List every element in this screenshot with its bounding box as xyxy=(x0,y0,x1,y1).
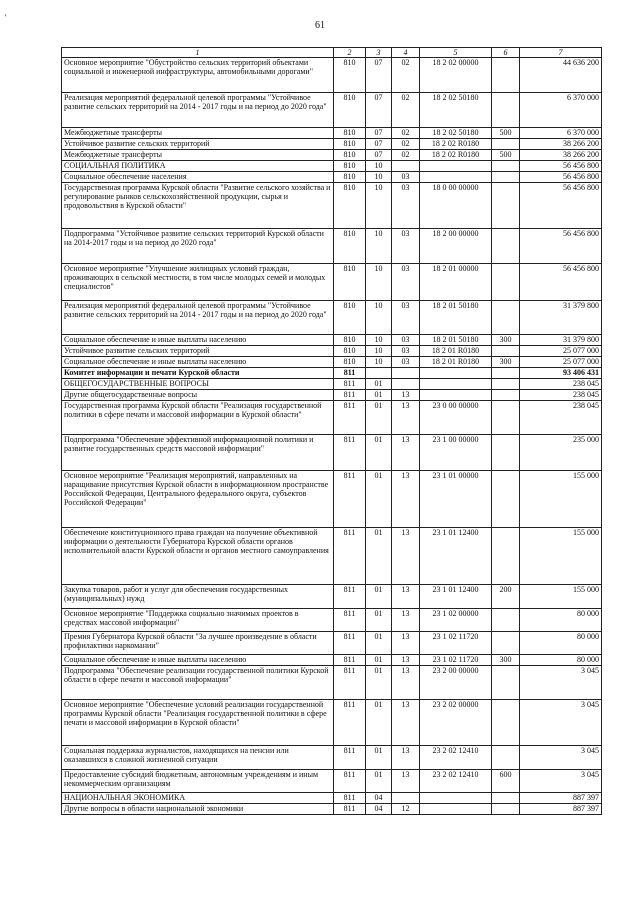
row-admin-code-cell: 811 xyxy=(334,528,366,585)
budget-table xyxy=(61,47,602,815)
row-amount-cell: 238 045 xyxy=(520,379,602,390)
row-section-cell: 07 xyxy=(366,150,392,161)
row-section-cell: 07 xyxy=(366,58,392,93)
row-subsection-cell: 12 xyxy=(392,804,420,815)
row-section-cell: 01 xyxy=(366,632,392,655)
row-target-article-cell: 23 1 00 00000 xyxy=(420,435,492,471)
row-target-article-cell xyxy=(420,368,492,379)
row-subsection-cell: 03 xyxy=(392,301,420,335)
row-target-article-cell xyxy=(420,172,492,183)
row-admin-code-cell: 811 xyxy=(334,379,366,390)
row-amount-cell: 3 045 xyxy=(520,770,602,793)
row-amount-cell: 155 000 xyxy=(520,528,602,585)
table-row xyxy=(62,368,602,379)
header-cell: 4 xyxy=(392,48,420,58)
row-name-cell: Социальная поддержка журналистов, находящихся на пенсии или оказавшихся в сложной жизненной ситуации xyxy=(62,746,334,770)
row-subsection-cell: 03 xyxy=(392,346,420,357)
row-admin-code-cell: 810 xyxy=(334,335,366,346)
row-section-cell: 10 xyxy=(366,172,392,183)
row-expense-type-cell xyxy=(492,58,520,93)
table-row xyxy=(62,390,602,401)
row-section-cell: 07 xyxy=(366,93,392,128)
row-expense-type-cell xyxy=(492,632,520,655)
row-admin-code-cell: 810 xyxy=(334,172,366,183)
row-name-cell: Государственная программа Курской области "Реализация государственной политики в сфере печати и массовой информации в Курской области" xyxy=(62,401,334,435)
row-section-cell: 10 xyxy=(366,183,392,229)
row-name-cell: Государственная программа Курской области "Развитие сельского хозяйства и регулирование рынков сельскохозяйственной продукции, сырья и продовольствия в Курской области" xyxy=(62,183,334,229)
row-expense-type-cell xyxy=(492,609,520,632)
row-admin-code-cell: 811 xyxy=(334,471,366,528)
row-admin-code-cell: 810 xyxy=(334,58,366,93)
row-name-cell: Основное мероприятие "Реализация мероприятий, направленных на наращивание присутствия Курской области в информационном пространстве Российской Федерации, Центрального федерального округа, субъектов Российской Федерации" xyxy=(62,471,334,528)
row-amount-cell: 25 077 000 xyxy=(520,346,602,357)
table-row xyxy=(62,172,602,183)
row-amount-cell: 56 456 800 xyxy=(520,172,602,183)
row-amount-cell: 56 456 800 xyxy=(520,264,602,301)
row-name-cell: Межбюджетные трансферты xyxy=(62,128,334,139)
row-amount-cell: 3 045 xyxy=(520,700,602,746)
row-name-cell: Межбюджетные трансферты xyxy=(62,150,334,161)
row-target-article-cell: 23 2 02 12410 xyxy=(420,770,492,793)
row-expense-type-cell xyxy=(492,139,520,150)
row-admin-code-cell: 810 xyxy=(334,139,366,150)
row-admin-code-cell: 810 xyxy=(334,161,366,172)
row-amount-cell: 38 266 200 xyxy=(520,139,602,150)
row-name-cell: Реализация мероприятий федеральной целевой программы "Устойчивое развитие сельских территорий на 2014 - 2017 годы и на период до 2020 года" xyxy=(62,301,334,335)
row-admin-code-cell: 811 xyxy=(334,390,366,401)
table-row xyxy=(62,793,602,804)
row-expense-type-cell xyxy=(492,183,520,229)
row-section-cell: 01 xyxy=(366,666,392,700)
row-section-cell: 01 xyxy=(366,435,392,471)
row-name-cell: Подпрограмма "Обеспечение эффективной информационной политики и развитие государственных средств массовой информации" xyxy=(62,435,334,471)
header-cell: 6 xyxy=(492,48,520,58)
row-admin-code-cell: 810 xyxy=(334,301,366,335)
row-target-article-cell: 23 0 00 00000 xyxy=(420,401,492,435)
row-subsection-cell xyxy=(392,379,420,390)
table-row xyxy=(62,666,602,700)
row-target-article-cell xyxy=(420,390,492,401)
row-target-article-cell: 18 2 02 R0180 xyxy=(420,139,492,150)
row-expense-type-cell: 300 xyxy=(492,335,520,346)
row-subsection-cell: 13 xyxy=(392,609,420,632)
table-row xyxy=(62,357,602,368)
row-name-cell: СОЦИАЛЬНАЯ ПОЛИТИКА xyxy=(62,161,334,172)
table-row xyxy=(62,346,602,357)
row-admin-code-cell: 811 xyxy=(334,368,366,379)
row-expense-type-cell xyxy=(492,528,520,585)
table-row xyxy=(62,585,602,609)
row-amount-cell: 238 045 xyxy=(520,401,602,435)
row-section-cell xyxy=(366,368,392,379)
table-row xyxy=(62,804,602,815)
row-expense-type-cell: 300 xyxy=(492,357,520,368)
row-name-cell: ОБЩЕГОСУДАРСТВЕННЫЕ ВОПРОСЫ xyxy=(62,379,334,390)
row-admin-code-cell: 811 xyxy=(334,700,366,746)
row-section-cell: 10 xyxy=(366,335,392,346)
row-name-cell: Закупка товаров, работ и услуг для обеспечения государственных (муниципальных) нужд xyxy=(62,585,334,609)
row-subsection-cell: 13 xyxy=(392,585,420,609)
row-section-cell: 01 xyxy=(366,528,392,585)
row-subsection-cell: 13 xyxy=(392,666,420,700)
row-subsection-cell: 13 xyxy=(392,770,420,793)
table-row xyxy=(62,379,602,390)
row-target-article-cell: 18 2 01 00000 xyxy=(420,264,492,301)
row-subsection-cell: 02 xyxy=(392,93,420,128)
row-expense-type-cell xyxy=(492,700,520,746)
row-target-article-cell: 18 2 02 50180 xyxy=(420,128,492,139)
row-subsection-cell: 02 xyxy=(392,128,420,139)
row-target-article-cell: 18 2 02 00000 xyxy=(420,58,492,93)
row-expense-type-cell xyxy=(492,401,520,435)
row-expense-type-cell xyxy=(492,172,520,183)
row-section-cell: 10 xyxy=(366,161,392,172)
row-admin-code-cell: 811 xyxy=(334,632,366,655)
table-row xyxy=(62,335,602,346)
row-amount-cell: 56 456 800 xyxy=(520,161,602,172)
row-expense-type-cell xyxy=(492,229,520,264)
table-row xyxy=(62,770,602,793)
row-target-article-cell: 18 2 00 00000 xyxy=(420,229,492,264)
row-admin-code-cell: 810 xyxy=(334,229,366,264)
row-subsection-cell: 13 xyxy=(392,528,420,585)
row-target-article-cell: 23 1 01 12400 xyxy=(420,585,492,609)
row-expense-type-cell: 600 xyxy=(492,770,520,793)
row-name-cell: Другие общегосударственные вопросы xyxy=(62,390,334,401)
row-subsection-cell: 03 xyxy=(392,335,420,346)
row-subsection-cell: 13 xyxy=(392,746,420,770)
row-section-cell: 07 xyxy=(366,128,392,139)
header-cell: 1 xyxy=(62,48,334,58)
row-name-cell: Устойчивое развитие сельских территорий xyxy=(62,139,334,150)
row-section-cell: 10 xyxy=(366,229,392,264)
row-target-article-cell: 18 2 02 50180 xyxy=(420,93,492,128)
row-admin-code-cell: 810 xyxy=(334,150,366,161)
row-name-cell: НАЦИОНАЛЬНАЯ ЭКОНОМИКА xyxy=(62,793,334,804)
table-row xyxy=(62,632,602,655)
row-admin-code-cell: 811 xyxy=(334,401,366,435)
row-subsection-cell: 03 xyxy=(392,264,420,301)
row-amount-cell: 887 397 xyxy=(520,793,602,804)
row-target-article-cell: 23 1 01 00000 xyxy=(420,471,492,528)
row-amount-cell: 80 000 xyxy=(520,609,602,632)
table-row xyxy=(62,471,602,528)
row-admin-code-cell: 811 xyxy=(334,793,366,804)
row-target-article-cell: 23 1 02 00000 xyxy=(420,609,492,632)
row-admin-code-cell: 810 xyxy=(334,183,366,229)
row-section-cell: 01 xyxy=(366,700,392,746)
row-section-cell: 01 xyxy=(366,379,392,390)
row-name-cell: Основное мероприятие "Улучшение жилищных условий граждан, проживающих в сельской местности, в том числе молодых семей и молодых специалистов" xyxy=(62,264,334,301)
header-cell: 5 xyxy=(420,48,492,58)
row-section-cell: 10 xyxy=(366,357,392,368)
row-section-cell: 01 xyxy=(366,746,392,770)
row-amount-cell: 31 379 800 xyxy=(520,301,602,335)
row-subsection-cell: 13 xyxy=(392,700,420,746)
table-row xyxy=(62,655,602,666)
row-section-cell: 01 xyxy=(366,401,392,435)
row-name-cell: Социальное обеспечение и иные выплаты населению xyxy=(62,357,334,368)
row-amount-cell: 887 397 xyxy=(520,804,602,815)
row-name-cell: Основное мероприятие "Обустройство сельских территорий объектами социальной и инженерной инфраструктуры, автомобильными дорогами" xyxy=(62,58,334,93)
row-admin-code-cell: 810 xyxy=(334,128,366,139)
row-target-article-cell: 18 2 01 50180 xyxy=(420,301,492,335)
header-cell: 3 xyxy=(366,48,392,58)
row-amount-cell: 56 456 800 xyxy=(520,229,602,264)
row-amount-cell: 6 370 000 xyxy=(520,128,602,139)
row-name-cell: Комитет информации и печати Курской области xyxy=(62,368,334,379)
table-row xyxy=(62,264,602,301)
row-subsection-cell: 03 xyxy=(392,172,420,183)
row-admin-code-cell: 811 xyxy=(334,435,366,471)
row-expense-type-cell xyxy=(492,390,520,401)
row-name-cell: Премия Губернатора Курской области "За лучшее произведение в области профилактики наркомании" xyxy=(62,632,334,655)
row-name-cell: Устойчивое развитие сельских территорий xyxy=(62,346,334,357)
row-section-cell: 01 xyxy=(366,655,392,666)
row-expense-type-cell: 200 xyxy=(492,585,520,609)
row-name-cell: Реализация мероприятий федеральной целевой программы "Устойчивое развитие сельских территорий на 2014 - 2017 годы и на период до 2020 года" xyxy=(62,93,334,128)
row-subsection-cell: 02 xyxy=(392,58,420,93)
row-admin-code-cell: 810 xyxy=(334,346,366,357)
table-row xyxy=(62,58,602,93)
row-expense-type-cell: 300 xyxy=(492,655,520,666)
row-target-article-cell: 23 1 02 11720 xyxy=(420,632,492,655)
row-amount-cell: 235 000 xyxy=(520,435,602,471)
table-row xyxy=(62,229,602,264)
row-subsection-cell xyxy=(392,368,420,379)
row-expense-type-cell xyxy=(492,746,520,770)
header-row xyxy=(62,48,602,58)
row-amount-cell: 31 379 800 xyxy=(520,335,602,346)
row-section-cell: 01 xyxy=(366,770,392,793)
row-admin-code-cell: 811 xyxy=(334,609,366,632)
row-expense-type-cell xyxy=(492,93,520,128)
table-row xyxy=(62,401,602,435)
row-target-article-cell: 23 1 02 11720 xyxy=(420,655,492,666)
table-row xyxy=(62,301,602,335)
row-amount-cell: 6 370 000 xyxy=(520,93,602,128)
row-target-article-cell: 18 2 01 50180 xyxy=(420,335,492,346)
table-row xyxy=(62,746,602,770)
row-expense-type-cell xyxy=(492,379,520,390)
row-amount-cell: 155 000 xyxy=(520,471,602,528)
row-admin-code-cell: 810 xyxy=(334,357,366,368)
row-subsection-cell: 13 xyxy=(392,390,420,401)
row-expense-type-cell xyxy=(492,471,520,528)
row-subsection-cell: 13 xyxy=(392,471,420,528)
row-amount-cell: 44 636 200 xyxy=(520,58,602,93)
row-expense-type-cell xyxy=(492,804,520,815)
header-cell: 7 xyxy=(520,48,602,58)
row-expense-type-cell xyxy=(492,368,520,379)
row-subsection-cell: 13 xyxy=(392,435,420,471)
table-row xyxy=(62,528,602,585)
row-amount-cell: 93 406 431 xyxy=(520,368,602,379)
row-name-cell: Подпрограмма "Обеспечение реализации государственной политики Курской области в сфере печати и массовой информации" xyxy=(62,666,334,700)
row-expense-type-cell xyxy=(492,793,520,804)
row-amount-cell: 3 045 xyxy=(520,666,602,700)
row-target-article-cell: 23 2 02 12410 xyxy=(420,746,492,770)
table-row xyxy=(62,93,602,128)
row-target-article-cell xyxy=(420,379,492,390)
row-expense-type-cell xyxy=(492,161,520,172)
row-name-cell: Основное мероприятие "Поддержка социально значимых проектов в средствах массовой информации" xyxy=(62,609,334,632)
row-expense-type-cell: 500 xyxy=(492,128,520,139)
row-amount-cell: 56 456 800 xyxy=(520,183,602,229)
row-section-cell: 07 xyxy=(366,139,392,150)
header-cell: 2 xyxy=(334,48,366,58)
row-name-cell: Социальное обеспечение и иные выплаты населению xyxy=(62,335,334,346)
row-section-cell: 01 xyxy=(366,390,392,401)
row-name-cell: Социальное обеспечение населения xyxy=(62,172,334,183)
row-expense-type-cell xyxy=(492,346,520,357)
row-target-article-cell xyxy=(420,793,492,804)
row-target-article-cell: 18 2 01 R0180 xyxy=(420,357,492,368)
row-amount-cell: 38 266 200 xyxy=(520,150,602,161)
row-expense-type-cell xyxy=(492,264,520,301)
row-amount-cell: 80 000 xyxy=(520,655,602,666)
row-section-cell: 04 xyxy=(366,793,392,804)
row-target-article-cell: 18 0 00 00000 xyxy=(420,183,492,229)
row-name-cell: Основное мероприятие "Обеспечение условий реализации государственной программы Курской области "Реализация государственной политики в сфере печати и массовой информации в Курской области" xyxy=(62,700,334,746)
row-admin-code-cell: 811 xyxy=(334,585,366,609)
row-expense-type-cell xyxy=(492,301,520,335)
row-amount-cell: 238 045 xyxy=(520,390,602,401)
row-target-article-cell: 18 2 02 R0180 xyxy=(420,150,492,161)
row-admin-code-cell: 811 xyxy=(334,746,366,770)
row-subsection-cell: 13 xyxy=(392,401,420,435)
row-section-cell: 04 xyxy=(366,804,392,815)
row-name-cell: Предоставление субсидий бюджетным, автономным учреждениям и иным некоммерческим организациям xyxy=(62,770,334,793)
row-subsection-cell: 02 xyxy=(392,150,420,161)
row-admin-code-cell: 810 xyxy=(334,93,366,128)
row-target-article-cell: 18 2 01 R0180 xyxy=(420,346,492,357)
row-subsection-cell: 03 xyxy=(392,229,420,264)
row-name-cell: Другие вопросы в области национальной экономики xyxy=(62,804,334,815)
row-target-article-cell xyxy=(420,161,492,172)
row-target-article-cell: 23 2 02 00000 xyxy=(420,700,492,746)
table-row xyxy=(62,128,602,139)
row-amount-cell: 3 045 xyxy=(520,746,602,770)
row-section-cell: 01 xyxy=(366,609,392,632)
row-admin-code-cell: 811 xyxy=(334,666,366,700)
table-row xyxy=(62,609,602,632)
row-section-cell: 10 xyxy=(366,346,392,357)
row-name-cell: Обеспечение конституционного права граждан на получение объективной информации о деятельности Губернатора Курской области органов исполнительной власти Курской области и органов местного самоуправления xyxy=(62,528,334,585)
row-admin-code-cell: 811 xyxy=(334,804,366,815)
scan-mark: ' xyxy=(5,13,7,22)
table-row xyxy=(62,150,602,161)
row-section-cell: 10 xyxy=(366,264,392,301)
table-row xyxy=(62,700,602,746)
page-number: 61 xyxy=(315,20,325,31)
row-section-cell: 10 xyxy=(366,301,392,335)
row-admin-code-cell: 810 xyxy=(334,264,366,301)
row-expense-type-cell xyxy=(492,435,520,471)
row-amount-cell: 25 077 000 xyxy=(520,357,602,368)
table-row xyxy=(62,161,602,172)
row-name-cell: Подпрограмма "Устойчивое развитие сельских территорий Курской области на 2014-2017 годы и на период до 2020 года" xyxy=(62,229,334,264)
row-section-cell: 01 xyxy=(366,471,392,528)
table-row xyxy=(62,139,602,150)
row-amount-cell: 80 000 xyxy=(520,632,602,655)
row-admin-code-cell: 811 xyxy=(334,770,366,793)
row-subsection-cell: 13 xyxy=(392,655,420,666)
row-subsection-cell xyxy=(392,793,420,804)
row-section-cell: 01 xyxy=(366,585,392,609)
row-subsection-cell xyxy=(392,161,420,172)
row-subsection-cell: 03 xyxy=(392,183,420,229)
row-target-article-cell: 23 1 01 12400 xyxy=(420,528,492,585)
row-expense-type-cell: 500 xyxy=(492,150,520,161)
row-admin-code-cell: 811 xyxy=(334,655,366,666)
row-subsection-cell: 02 xyxy=(392,139,420,150)
row-subsection-cell: 13 xyxy=(392,632,420,655)
row-subsection-cell: 03 xyxy=(392,357,420,368)
row-name-cell: Социальное обеспечение и иные выплаты населению xyxy=(62,655,334,666)
row-amount-cell: 155 000 xyxy=(520,585,602,609)
row-expense-type-cell xyxy=(492,666,520,700)
table-row xyxy=(62,435,602,471)
row-target-article-cell xyxy=(420,804,492,815)
row-target-article-cell: 23 2 00 00000 xyxy=(420,666,492,700)
table-row xyxy=(62,183,602,229)
